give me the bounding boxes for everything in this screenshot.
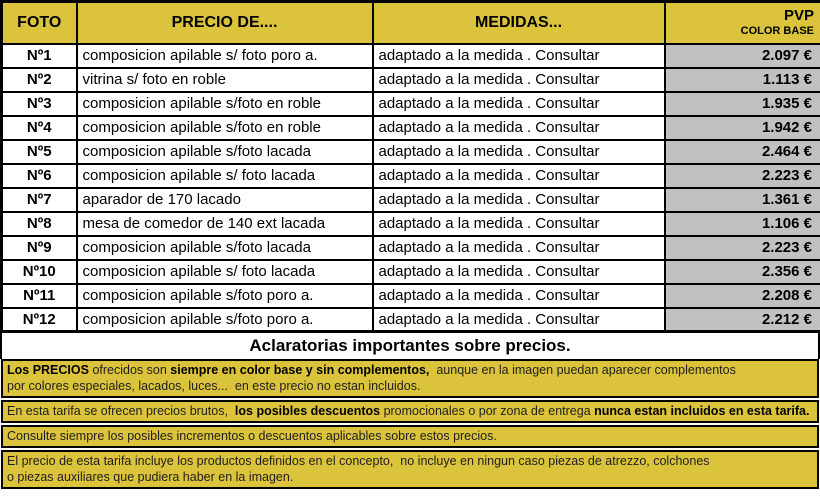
table-row [2, 140, 820, 164]
cell-precio: composicion apilable s/foto en roble [77, 116, 373, 140]
cell-medidas: adaptado a la medida . Consultar [373, 188, 665, 212]
cell-pvp: 1.935 € [665, 92, 820, 116]
table-row [2, 68, 820, 92]
cell-pvp: 1.113 € [665, 68, 820, 92]
note-segment: por colores especiales, lacados, luces... en este precio no estan incluidos. [7, 379, 421, 393]
table-row [2, 164, 820, 188]
cell-precio: mesa de comedor de 140 ext lacada [77, 212, 373, 236]
note-segment: promocionales o por zona de entrega [380, 404, 595, 418]
note-segment: Consulte siempre los posibles incrementos o descuentos aplicables sobre estos precios. [7, 429, 497, 443]
note-line [7, 428, 813, 444]
cell-medidas: adaptado a la medida . Consultar [373, 308, 665, 332]
cell-pvp: 2.464 € [665, 140, 820, 164]
note-segment: nunca estan incluidos en esta tarifa. [594, 404, 810, 418]
note-segment: El precio de esta tarifa incluye los productos definidos en el concepto, no incluye en ningun caso piezas de atrezzo, colchones [7, 454, 710, 468]
cell-foto: Nº1 [2, 44, 77, 68]
cell-pvp: 1.942 € [665, 116, 820, 140]
cell-medidas: adaptado a la medida . Consultar [373, 260, 665, 284]
cell-foto: Nº8 [2, 212, 77, 236]
table-row [2, 188, 820, 212]
cell-precio: composicion apilable s/ foto lacada [77, 164, 373, 188]
cell-medidas: adaptado a la medida . Consultar [373, 164, 665, 188]
note-line [7, 378, 813, 394]
cell-medidas: adaptado a la medida . Consultar [373, 236, 665, 260]
note-segment: aunque en la imagen puedan aparecer complementos [429, 363, 736, 377]
note-segment: En esta tarifa se ofrecen precios brutos, [7, 404, 235, 418]
note-line [7, 403, 813, 419]
cell-precio: composicion apilable s/foto en roble [77, 92, 373, 116]
header-pvp-line1: PVP [783, 7, 814, 25]
cell-precio: composicion apilable s/foto poro a. [77, 308, 373, 332]
note-segment: ofrecidos son [88, 363, 171, 377]
note-segment: o piezas auxiliares que pudiera haber en la imagen. [7, 470, 294, 484]
header-foto: FOTO [2, 2, 77, 44]
cell-medidas: adaptado a la medida . Consultar [373, 284, 665, 308]
note-block-consulte [1, 425, 819, 448]
note-line [7, 469, 813, 485]
note-segment: siempre en color base y sin complementos, [170, 363, 430, 377]
header-pvp [665, 2, 820, 44]
cell-foto: Nº3 [2, 92, 77, 116]
table-row [2, 284, 820, 308]
cell-precio: composicion apilable s/ foto lacada [77, 260, 373, 284]
header-medidas: MEDIDAS... [373, 2, 665, 44]
note-block-colores [1, 359, 819, 398]
header-row [2, 2, 820, 44]
note-block-descuentos [1, 400, 819, 423]
cell-precio: composicion apilable s/foto lacada [77, 140, 373, 164]
cell-foto: Nº12 [2, 308, 77, 332]
cell-pvp: 1.106 € [665, 212, 820, 236]
table-row [2, 308, 820, 332]
table-row [2, 116, 820, 140]
cell-medidas: adaptado a la medida . Consultar [373, 92, 665, 116]
table-row [2, 236, 820, 260]
cell-foto: Nº9 [2, 236, 77, 260]
note-segment: los posibles descuentos [234, 404, 381, 418]
cell-pvp: 2.097 € [665, 44, 820, 68]
cell-foto: Nº6 [2, 164, 77, 188]
cell-pvp: 2.208 € [665, 284, 820, 308]
cell-precio: composicion apilable s/ foto poro a. [77, 44, 373, 68]
table-row [2, 212, 820, 236]
cell-medidas: adaptado a la medida . Consultar [373, 212, 665, 236]
cell-pvp: 2.223 € [665, 164, 820, 188]
header-pvp-line2: COLOR BASE [740, 25, 814, 38]
cell-pvp: 2.223 € [665, 236, 820, 260]
table-row [2, 44, 820, 68]
note-segment: Los PRECIOS [7, 363, 89, 377]
cell-precio: composicion apilable s/foto poro a. [77, 284, 373, 308]
cell-foto: Nº2 [2, 68, 77, 92]
header-precio: PRECIO DE.... [77, 2, 373, 44]
cell-precio: composicion apilable s/foto lacada [77, 236, 373, 260]
cell-medidas: adaptado a la medida . Consultar [373, 116, 665, 140]
cell-foto: Nº5 [2, 140, 77, 164]
cell-medidas: adaptado a la medida . Consultar [373, 44, 665, 68]
table-row [2, 260, 820, 284]
cell-pvp: 1.361 € [665, 188, 820, 212]
cell-precio: vitrina s/ foto en roble [77, 68, 373, 92]
cell-foto: Nº7 [2, 188, 77, 212]
cell-precio: aparador de 170 lacado [77, 188, 373, 212]
cell-pvp: 2.212 € [665, 308, 820, 332]
cell-medidas: adaptado a la medida . Consultar [373, 68, 665, 92]
cell-foto: Nº4 [2, 116, 77, 140]
cell-foto: Nº11 [2, 284, 77, 308]
note-line [7, 453, 813, 469]
cell-medidas: adaptado a la medida . Consultar [373, 140, 665, 164]
cell-pvp: 2.356 € [665, 260, 820, 284]
note-line [7, 362, 813, 378]
table-row [2, 92, 820, 116]
cell-foto: Nº10 [2, 260, 77, 284]
note-block-incluye [1, 450, 819, 489]
notes-title: Aclaratorias importantes sobre precios. [0, 333, 820, 359]
